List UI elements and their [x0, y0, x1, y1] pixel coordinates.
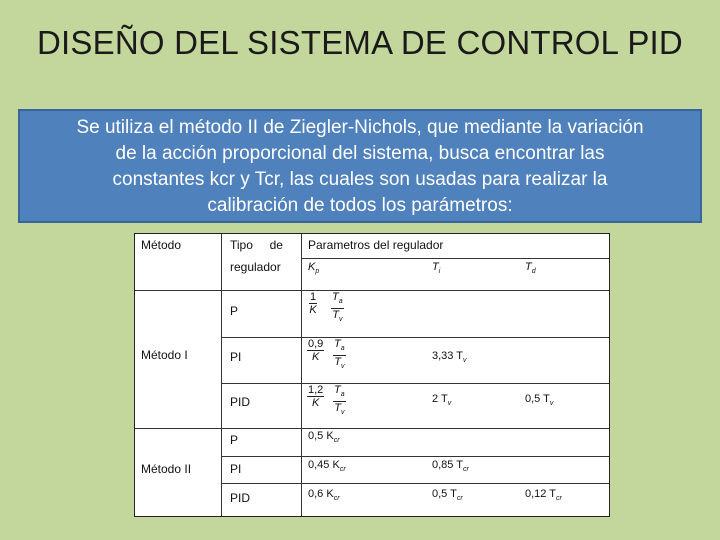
description-line: de la acción proporcional del sistema, busca encontrar las: [115, 143, 605, 164]
description-line: constantes kcr y Tcr, las cuales son usadas para realizar la: [112, 169, 608, 190]
td-value: 0,12 $T_{cr}$: [525, 488, 562, 503]
kp-value: 0,45 $K_{cr}$: [308, 459, 346, 474]
kp-fraction-2: $\frac{T_a}{T_v}$: [332, 291, 343, 324]
type-pi: PI: [230, 462, 242, 476]
type-pid: PID: [230, 491, 251, 505]
kp-fraction-2: $\frac{T_a}{T_v}$: [334, 384, 345, 417]
header-td: $T_d$: [525, 261, 536, 276]
description-line: Se utiliza el método II de Ziegler-Nichols, que mediante la variación: [76, 117, 644, 138]
type-pi: PI: [230, 350, 242, 364]
kp-fraction: $\frac{1,2}{K}$: [308, 384, 324, 409]
method-2-label: Método II: [141, 462, 192, 476]
ti-value: 0,85 $T_{cr}$: [432, 459, 469, 474]
header-regulator-type-2: regulador: [230, 260, 281, 274]
kp-fraction: $\frac{0,9}{K}$: [308, 338, 324, 363]
header-parameters: Parametros del regulador: [308, 238, 444, 252]
ziegler-nichols-table: [134, 233, 610, 517]
header-kp: $K_p$: [308, 261, 320, 276]
type-p: P: [230, 433, 239, 447]
description-box: [18, 109, 702, 223]
td-value: 0,5 $T_v$: [525, 393, 554, 408]
header-regulator-type: Tipo de: [230, 238, 283, 252]
kp-fraction-2: $\frac{T_a}{T_v}$: [334, 338, 345, 371]
type-pid: PID: [230, 395, 251, 409]
type-p: P: [230, 304, 239, 318]
kp-fraction: $\frac{1}{K}$: [309, 291, 317, 316]
kp-value: 0,6 $K_{cr}$: [308, 488, 340, 503]
ti-value: 3,33 $T_v$: [432, 350, 467, 365]
description-line: calibración de todos los parámetros:: [207, 195, 513, 216]
ti-value: 0,5 $T_{cr}$: [432, 488, 463, 503]
header-ti: $T_i$: [432, 261, 441, 276]
ti-value: 2 $T_v$: [432, 393, 452, 408]
header-method: Método: [141, 238, 182, 252]
method-1-label: Método I: [141, 348, 188, 362]
kp-value: 0,5 $K_{cr}$: [308, 430, 340, 445]
slide-title: DISEÑO DEL SISTEMA DE CONTROL PID: [37, 24, 683, 61]
